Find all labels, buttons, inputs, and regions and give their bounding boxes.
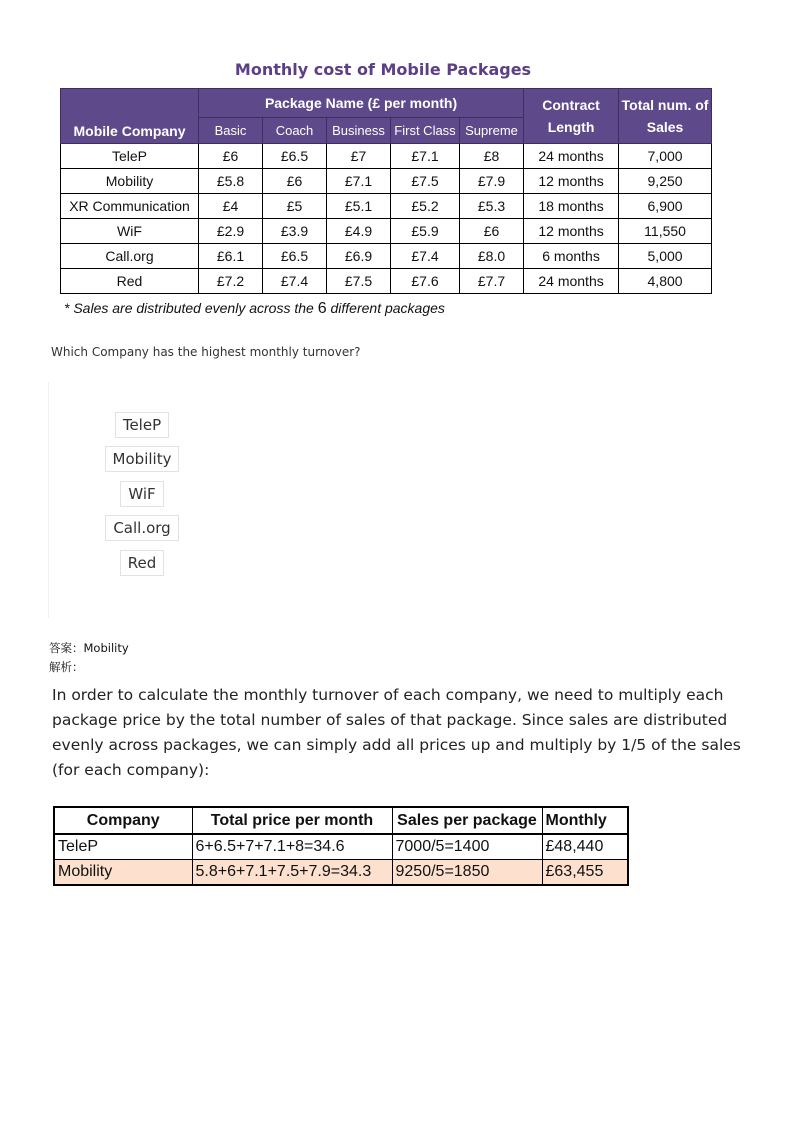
price-cell: £8 bbox=[460, 144, 524, 169]
price-cell: £5.9 bbox=[391, 219, 460, 244]
price-cell: £6.1 bbox=[199, 244, 263, 269]
sales-cell: 9,250 bbox=[619, 169, 712, 194]
header-package-name: Package Name (£ per month) bbox=[199, 89, 524, 118]
company-cell: Call.org bbox=[61, 244, 199, 269]
price-cell: £3.9 bbox=[263, 219, 327, 244]
header-package-basic: Basic bbox=[199, 118, 263, 144]
price-cell: £7.4 bbox=[263, 269, 327, 294]
price-cell: £5.3 bbox=[460, 194, 524, 219]
price-cell: £7.7 bbox=[460, 269, 524, 294]
table-row bbox=[61, 219, 712, 244]
option-label[interactable]: Red bbox=[120, 550, 165, 576]
footnote-text-start: * Sales are distributed evenly across the bbox=[64, 300, 318, 316]
option-label[interactable]: WiF bbox=[120, 481, 163, 507]
explanation-paragraph: In order to calculate the monthly turnover of each company, we need to multiply each package price by the total number of sales of that package. Since sales are distributed evenly across packages, we can simply add all prices up and multiply by 1/5 of the sales (for each company): bbox=[52, 686, 741, 779]
price-cell: £6.5 bbox=[263, 144, 327, 169]
company-cell: XR Communication bbox=[61, 194, 199, 219]
price-cell: £5 bbox=[263, 194, 327, 219]
footnote-number: 6 bbox=[317, 300, 327, 317]
page-title: Monthly cost of Mobile Packages bbox=[234, 60, 532, 79]
table-row bbox=[61, 194, 712, 219]
option-label[interactable]: Call.org bbox=[105, 515, 178, 541]
price-cell: £7 bbox=[327, 144, 391, 169]
calc-sales-cell: 9250/5=1850 bbox=[392, 860, 542, 886]
option-red[interactable] bbox=[49, 550, 235, 576]
table-row bbox=[61, 144, 712, 169]
calc-sales-cell: 7000/5=1400 bbox=[392, 834, 542, 860]
contract-cell: 12 months bbox=[524, 169, 619, 194]
price-cell: £6.5 bbox=[263, 244, 327, 269]
header-package-supreme: Supreme bbox=[460, 118, 524, 144]
calc-company-cell: Mobility bbox=[54, 860, 192, 886]
calculation-table bbox=[53, 806, 629, 886]
contract-cell: 24 months bbox=[524, 269, 619, 294]
price-cell: £4.9 bbox=[327, 219, 391, 244]
option-label[interactable]: Mobility bbox=[105, 446, 180, 472]
price-cell: £5.8 bbox=[199, 169, 263, 194]
header-company: Mobile Company bbox=[61, 89, 199, 144]
option-call-org[interactable] bbox=[49, 515, 235, 541]
price-cell: £7.1 bbox=[391, 144, 460, 169]
table-row-highlighted bbox=[54, 860, 628, 886]
calc-header-company: Company bbox=[54, 807, 192, 834]
price-cell: £6 bbox=[263, 169, 327, 194]
answer-line: 答案：Mobility bbox=[49, 641, 129, 655]
price-cell: £6 bbox=[199, 144, 263, 169]
calc-company-cell: TeleP bbox=[54, 834, 192, 860]
option-wif[interactable] bbox=[49, 481, 235, 507]
sales-cell: 11,550 bbox=[619, 219, 712, 244]
table-row bbox=[61, 244, 712, 269]
table-row bbox=[61, 269, 712, 294]
option-mobility[interactable] bbox=[49, 446, 235, 472]
sales-cell: 6,900 bbox=[619, 194, 712, 219]
table-row bbox=[61, 169, 712, 194]
contract-cell: 6 months bbox=[524, 244, 619, 269]
calc-header-sales-per-package: Sales per package bbox=[392, 807, 542, 834]
price-cell: £5.1 bbox=[327, 194, 391, 219]
header-total-sales: Total num. of Sales bbox=[619, 89, 712, 144]
price-cell: £7.9 bbox=[460, 169, 524, 194]
calc-total-cell: 6+6.5+7+7.1+8=34.6 bbox=[192, 834, 392, 860]
price-cell: £4 bbox=[199, 194, 263, 219]
price-cell: £7.2 bbox=[199, 269, 263, 294]
option-label[interactable]: TeleP bbox=[115, 412, 169, 438]
company-cell: WiF bbox=[61, 219, 199, 244]
contract-cell: 18 months bbox=[524, 194, 619, 219]
calc-header-total-price: Total price per month bbox=[192, 807, 392, 834]
header-contract-length: Contract Length bbox=[524, 89, 619, 144]
calc-monthly-cell: £63,455 bbox=[542, 860, 628, 886]
price-cell: £7.5 bbox=[391, 169, 460, 194]
contract-cell: 12 months bbox=[524, 219, 619, 244]
table-row bbox=[54, 834, 628, 860]
contract-cell: 24 months bbox=[524, 144, 619, 169]
price-cell: £8.0 bbox=[460, 244, 524, 269]
price-cell: £7.4 bbox=[391, 244, 460, 269]
answer-options bbox=[48, 382, 223, 618]
header-package-business: Business bbox=[327, 118, 391, 144]
price-cell: £6.9 bbox=[327, 244, 391, 269]
header-package-coach: Coach bbox=[263, 118, 327, 144]
option-telep[interactable] bbox=[49, 412, 235, 438]
sales-cell: 4,800 bbox=[619, 269, 712, 294]
calc-total-cell: 5.8+6+7.1+7.5+7.9=34.3 bbox=[192, 860, 392, 886]
company-cell: Mobility bbox=[61, 169, 199, 194]
footnote-text-end: different packages bbox=[326, 300, 445, 316]
calc-header-monthly: Monthly bbox=[542, 807, 628, 834]
calc-monthly-cell: £48,440 bbox=[542, 834, 628, 860]
sales-cell: 7,000 bbox=[619, 144, 712, 169]
header-package-first-class: First Class bbox=[391, 118, 460, 144]
question-text: Which Company has the highest monthly turnover? bbox=[51, 345, 361, 359]
company-cell: TeleP bbox=[61, 144, 199, 169]
price-cell: £5.2 bbox=[391, 194, 460, 219]
price-cell: £7.1 bbox=[327, 169, 391, 194]
company-cell: Red bbox=[61, 269, 199, 294]
price-cell: £2.9 bbox=[199, 219, 263, 244]
price-cell: £7.6 bbox=[391, 269, 460, 294]
price-cell: £6 bbox=[460, 219, 524, 244]
packages-table bbox=[60, 88, 712, 294]
price-cell: £7.5 bbox=[327, 269, 391, 294]
table-footnote bbox=[64, 300, 445, 318]
sales-cell: 5,000 bbox=[619, 244, 712, 269]
explanation-label: 解析： bbox=[49, 660, 84, 674]
